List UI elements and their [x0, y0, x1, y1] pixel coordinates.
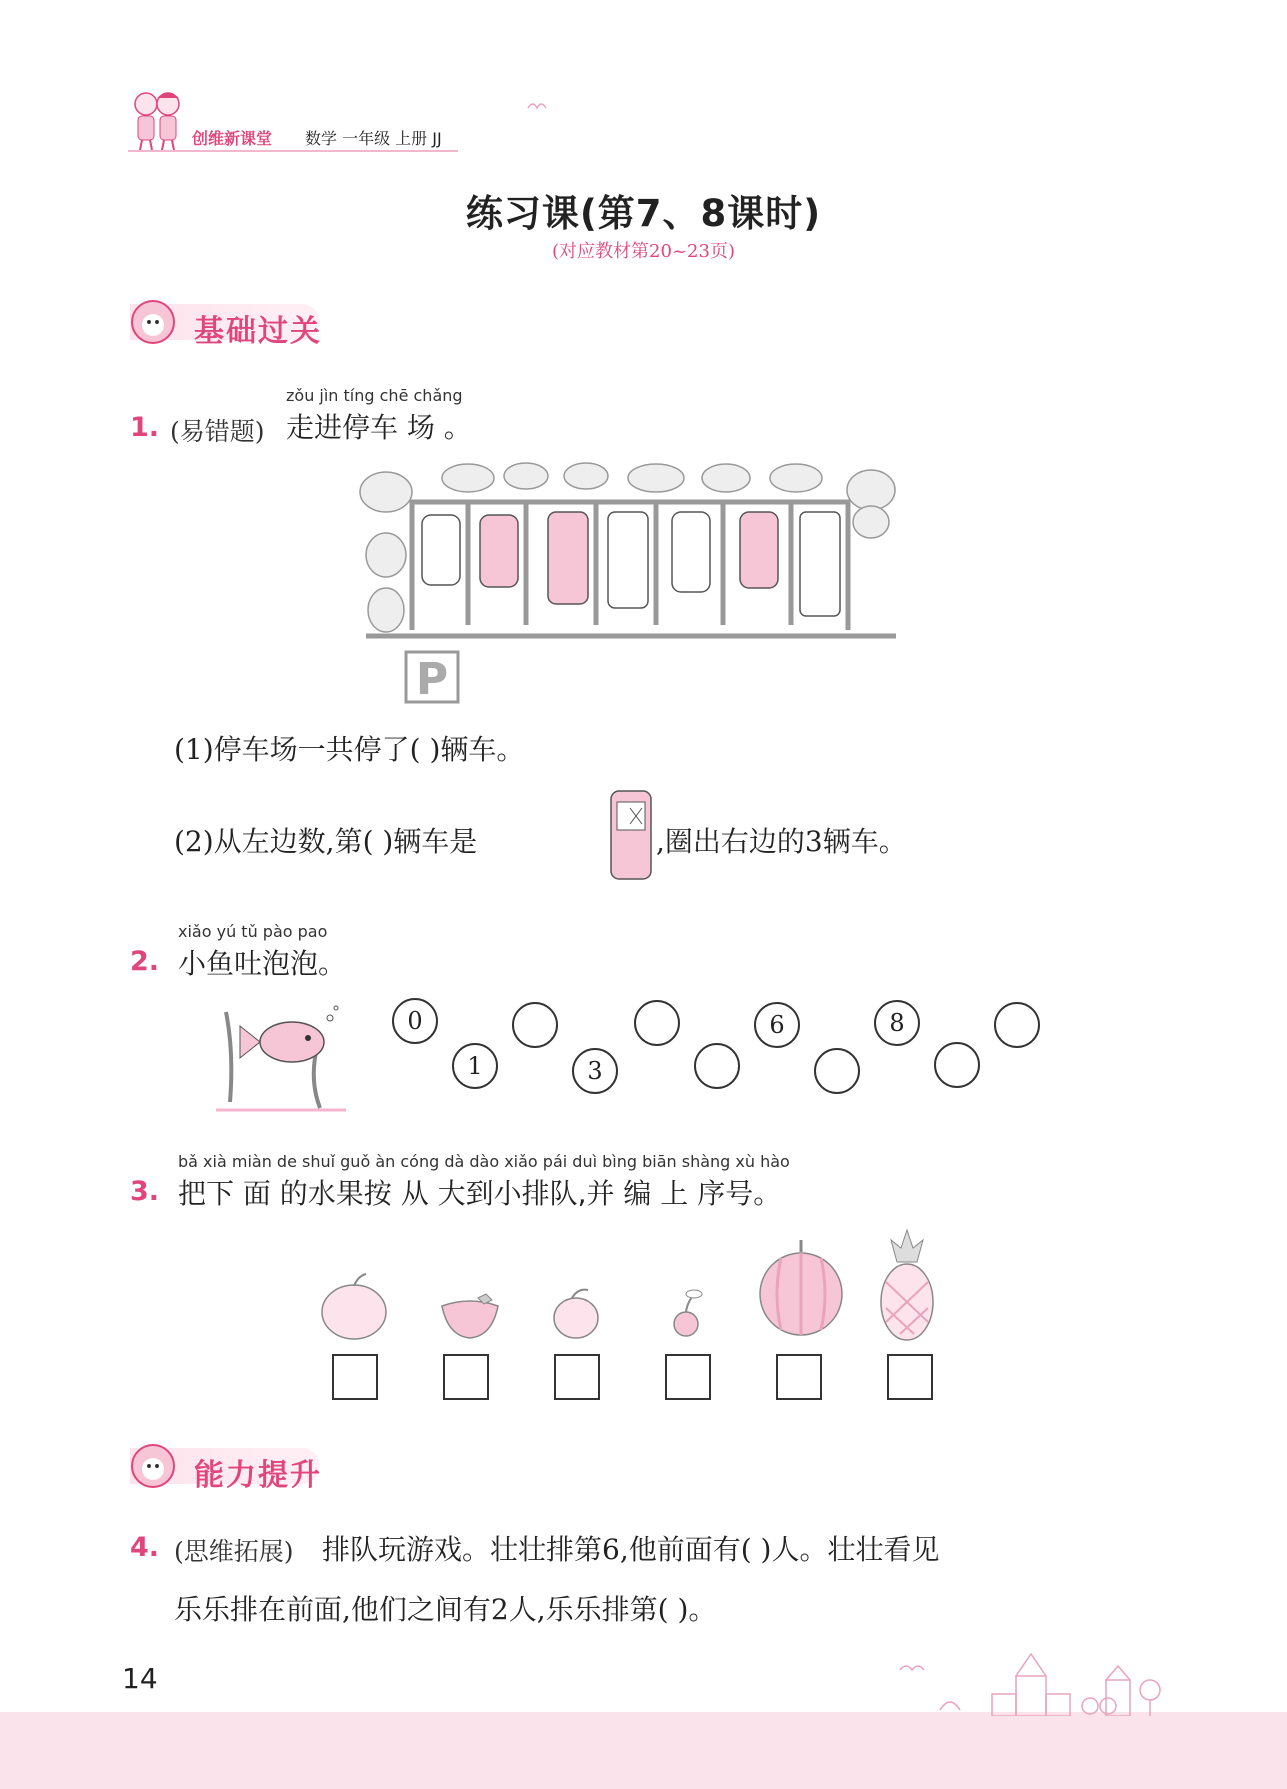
q1-sub1: (1)停车场一共停了( )辆车。	[174, 733, 525, 766]
q1-text: 走进停车 场 。	[286, 411, 472, 444]
monkey-icon	[130, 298, 176, 346]
q3-number: 3.	[130, 1176, 160, 1207]
section-label: 基础过关	[194, 314, 322, 349]
q1-sub2-a: (2)从左边数,第( )辆车是	[174, 825, 478, 858]
section-label: 能力提升	[194, 1458, 322, 1493]
answer-box[interactable]	[887, 1354, 933, 1400]
bubble	[994, 1002, 1040, 1048]
q4-number: 4.	[130, 1532, 160, 1563]
q1-pinyin: zǒu jìn tíng chē chǎng	[286, 386, 463, 405]
q4-line1: 排队玩游戏。壮壮排第6,他前面有( )人。壮壮看见	[322, 1533, 940, 1566]
bubble	[814, 1048, 860, 1094]
header-meta: 数学 一年级 上册 JJ	[305, 129, 442, 148]
bubble: 3	[572, 1048, 618, 1094]
parking-lot-illustration	[356, 460, 906, 710]
bubble: 0	[392, 998, 438, 1044]
q1-number: 1.	[130, 412, 160, 443]
castle-icon	[880, 1650, 1170, 1716]
answer-box[interactable]	[776, 1354, 822, 1400]
q2-text: 小鱼吐泡泡。	[178, 947, 347, 980]
apple-icon	[318, 1272, 390, 1342]
cherry-icon	[664, 1286, 708, 1338]
car-icon	[608, 788, 654, 882]
section-advanced	[90, 1442, 390, 1493]
header-brand: 创维新课堂	[192, 129, 273, 148]
q1-sub2-b: ,圈出右边的3辆车。	[656, 825, 907, 858]
fish-icon	[216, 1002, 346, 1116]
bird-icon	[526, 98, 548, 114]
bubble: 8	[874, 1000, 920, 1046]
bubble: 6	[754, 1002, 800, 1048]
bubble	[934, 1042, 980, 1088]
section-basic	[90, 298, 390, 349]
footer-band	[0, 1712, 1287, 1789]
watermelon-icon	[756, 1236, 846, 1336]
q1-tag: (易错题)	[170, 417, 265, 446]
answer-box[interactable]	[554, 1354, 600, 1400]
header-kids-icon	[126, 86, 188, 152]
parking-sign-text: P	[415, 654, 449, 705]
answer-box[interactable]	[332, 1354, 378, 1400]
q4-line2: 乐乐排在前面,他们之间有2人,乐乐排第( )。	[174, 1593, 717, 1626]
header-divider	[128, 150, 458, 152]
answer-box[interactable]	[665, 1354, 711, 1400]
page-number: 14	[122, 1662, 158, 1695]
q3-text: 把下 面 的水果按 从 大到小排队,并 编 上 序号。	[178, 1177, 782, 1210]
q2-pinyin: xiǎo yú tǔ pào pao	[178, 922, 328, 941]
bubble	[512, 1002, 558, 1048]
q4-tag: (思维拓展)	[174, 1537, 294, 1566]
bubble	[694, 1043, 740, 1089]
bubble: 1	[452, 1043, 498, 1089]
page-subtitle: (对应教材第20~23页)	[552, 241, 735, 262]
peach-icon	[550, 1286, 602, 1340]
strawberry-icon	[438, 1292, 502, 1340]
q3-pinyin: bǎ xià miàn de shuǐ guǒ àn cóng dà dào xiǎo pái duì bìng biān shàng xù hào	[178, 1152, 790, 1171]
pineapple-icon	[876, 1228, 938, 1342]
bubble	[634, 1000, 680, 1046]
q2-number: 2.	[130, 946, 160, 977]
page-title: 练习课(第7、8课时)	[465, 192, 822, 235]
answer-box[interactable]	[443, 1354, 489, 1400]
monkey-icon	[130, 1442, 176, 1490]
